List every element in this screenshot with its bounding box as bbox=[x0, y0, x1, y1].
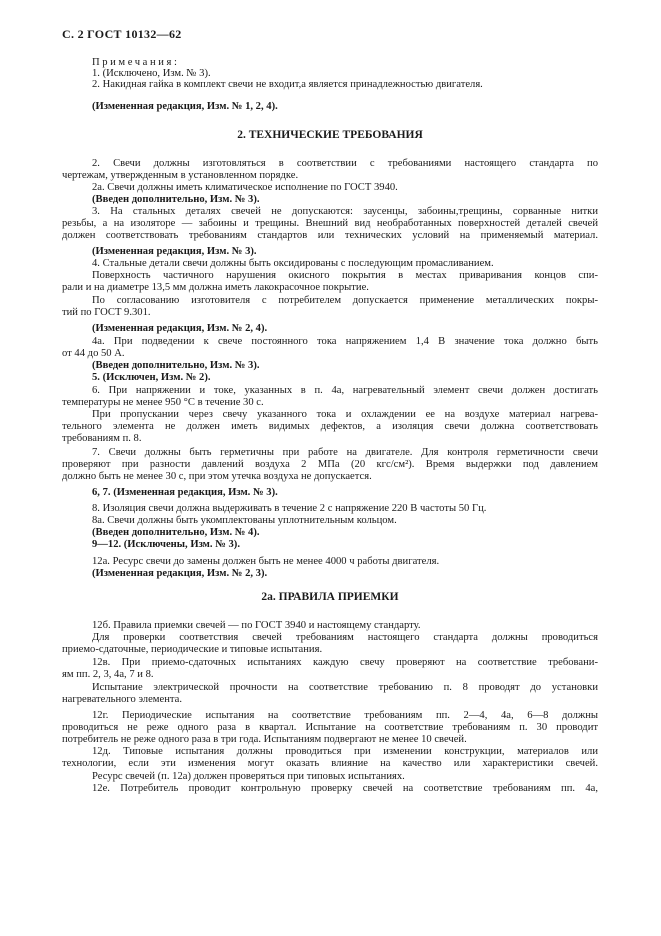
text-line: (Введен дополнительно, Изм. № 4). bbox=[92, 527, 260, 538]
text-line: тий по ГОСТ 9.301. bbox=[62, 307, 151, 318]
text-line: (Измененная редакция, Изм. № 2, 3). bbox=[92, 568, 268, 579]
text-line: Поверхность частичного нарушения окисного покрытия в местах приваривания концов спи- bbox=[92, 270, 598, 281]
text-line: технологии, если эти изменения могут оказать влияние на качество или характеристики свечей. bbox=[62, 758, 598, 769]
text-line: рали и на диаметре 13,5 мм должна иметь лакокрасочное покрытие. bbox=[62, 282, 369, 293]
section-2-title: 2. ТЕХНИЧЕСКИЕ ТРЕБОВАНИЯ bbox=[237, 129, 423, 141]
text-line: резьбы, а на изоляторе — забоины и трещины. Внешний вид необработанных поверхностей деталей свечей bbox=[62, 218, 598, 229]
text-line: 12а. Ресурс свечи до замены должен быть не менее 4000 ч работы двигателя. bbox=[92, 556, 440, 567]
text-line: Испытание электрической прочности на соответствие требованию п. 8 проводят до установки bbox=[92, 682, 598, 693]
text-line: 12д. Типовые испытания должны проводиться при изменении конструкции, материалов или bbox=[92, 746, 598, 757]
text-line: 2. Свечи должны изготовляться в соответствии с требованиями настоящего стандарта по bbox=[92, 158, 598, 169]
section-2a-title: 2а. ПРАВИЛА ПРИЕМКИ bbox=[261, 591, 399, 603]
text-line: 12г. Периодические испытания на соответствие требованиям пп. 2—4, 4а, 6—8 должны bbox=[92, 710, 598, 721]
text-line: Ресурс свечей (п. 12а) должен проверяться при типовых испытаниях. bbox=[92, 771, 405, 782]
notes-edit: (Измененная редакция, Изм. № 1, 2, 4). bbox=[92, 101, 278, 112]
text-line: (Введен дополнительно, Изм. № 3). bbox=[92, 360, 260, 371]
text-line: 8. Изоляция свечи должна выдерживать в течение 2 с напряжение 220 В частоты 50 Гц. bbox=[92, 503, 487, 514]
text-line: 6, 7. (Измененная редакция, Изм. № 3). bbox=[92, 487, 278, 498]
text-line: Для проверки соответствия свечей требованиям настоящего стандарта должны проводиться bbox=[92, 632, 598, 643]
page-header: С. 2 ГОСТ 10132—62 bbox=[62, 27, 182, 41]
text-line: (Измененная редакция, Изм. № 3). bbox=[92, 246, 257, 257]
text-line: 12е. Потребитель проводит контрольную проверку свечей на соответствие требованиям пп. 4а, bbox=[92, 783, 598, 794]
text-line: чертежам, утвержденным в установленном порядке. bbox=[62, 170, 299, 181]
text-line: ям пп. 2, 3, 4а, 7 и 8. bbox=[62, 669, 154, 680]
text-line: приемо-сдаточные, периодические и типовые испытания. bbox=[62, 644, 323, 655]
text-line: должно быть не менее 30 с, при этом утечка воздуха не допускается. bbox=[62, 471, 372, 482]
text-line: 3. На стальных деталях свечей не допускаются: заусенцы, забоины,трещины, сорванные нитки bbox=[92, 206, 598, 217]
text-line: проверяют при разности давлений воздуха 2 МПа (20 кгс/см²). Время выдержки под давлением bbox=[62, 459, 598, 470]
text-line: потребитель не реже одного раза в три года. Испытаниям подвергают не менее 10 свечей. bbox=[62, 734, 467, 745]
text-line: требованиям п. 8. bbox=[62, 433, 142, 444]
text-line: (Введен дополнительно, Изм. № 3). bbox=[92, 194, 260, 205]
text-line: температуры не менее 950 °С в течение 30 с. bbox=[62, 397, 264, 408]
text-line: 9—12. (Исключены, Изм. № 3). bbox=[92, 539, 240, 550]
text-line: от 44 до 50 А. bbox=[62, 348, 125, 359]
notes-title: Примечания: bbox=[92, 57, 180, 68]
note-2: 2. Накидная гайка в комплект свечи не входит,а является принадлежностью двигателя. bbox=[92, 79, 483, 90]
text-line: 7. Свечи должны быть герметичны при работе на двигателе. Для контроля герметичности свечи bbox=[92, 447, 598, 458]
note-1: 1. (Исключено, Изм. № 3). bbox=[92, 68, 211, 79]
text-line: 8а. Свечи должны быть укомплектованы уплотнительным кольцом. bbox=[92, 515, 397, 526]
text-line: тельного элемента не должен иметь видимых дефектов, а изоляция свечи должна соответствовать bbox=[62, 421, 598, 432]
text-line: должен соответствовать требованиям стандартов или технических условий на применяемый материал. bbox=[62, 230, 598, 241]
text-line: 4а. При подведении к свече постоянного тока напряжением 1,4 В значение тока должно быть bbox=[92, 336, 598, 347]
text-line: 4. Стальные детали свечи должны быть оксидированы с последующим промасливанием. bbox=[92, 258, 494, 269]
text-line: 2а. Свечи должны иметь климатическое исполнение по ГОСТ 3940. bbox=[92, 182, 398, 193]
text-line: 12в. При приемо-сдаточных испытаниях каждую свечу проверяют на соответствие требовани- bbox=[92, 657, 598, 668]
text-line: 5. (Исключен, Изм. № 2). bbox=[92, 372, 211, 383]
text-line: 6. При напряжении и токе, указанных в п. 4а, нагревательный элемент свечи должен достигать bbox=[92, 385, 598, 396]
text-line: нагревательного элемента. bbox=[62, 694, 182, 705]
text-line: По согласованию изготовителя с потребителем допускается применение металлических покры- bbox=[92, 295, 598, 306]
text-line: проводиться не реже одного раза в квартал. Испытание на соответствие требованиям п. 30 проводит bbox=[62, 722, 598, 733]
text-line: При пропускании через свечу указанного тока и охлаждении ее на воздухе материал нагрева- bbox=[92, 409, 598, 420]
text-line: 12б. Правила приемки свечей — по ГОСТ 3940 и настоящему стандарту. bbox=[92, 620, 421, 631]
text-line: (Измененная редакция, Изм. № 2, 4). bbox=[92, 323, 268, 334]
